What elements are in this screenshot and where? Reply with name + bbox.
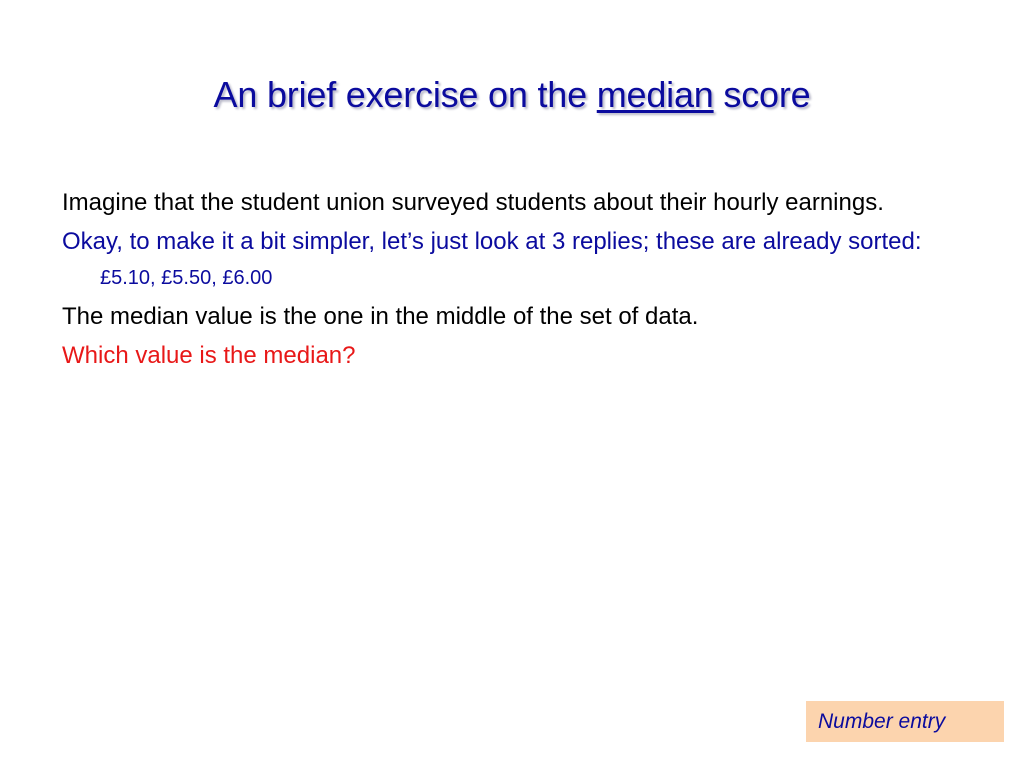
title-prefix: An brief exercise on the (213, 74, 597, 115)
title-suffix: score (713, 74, 811, 115)
number-entry-box[interactable]: Number entry (806, 701, 1004, 742)
intro-text: Imagine that the student union surveyed students about their hourly earnings. (62, 189, 884, 216)
title-emphasis: median (596, 74, 714, 115)
simplify-text: Okay, to make it a bit simpler, let’s just look at 3 replies; these are already sorted: (62, 228, 922, 255)
question-text: Which value is the median? (62, 342, 356, 369)
values-list: £5.10, £5.50, £6.00 (100, 267, 273, 289)
slide-title (0, 74, 1024, 116)
definition-text: The median value is the one in the middle of the set of data. (62, 303, 699, 330)
slide-body (62, 185, 942, 377)
